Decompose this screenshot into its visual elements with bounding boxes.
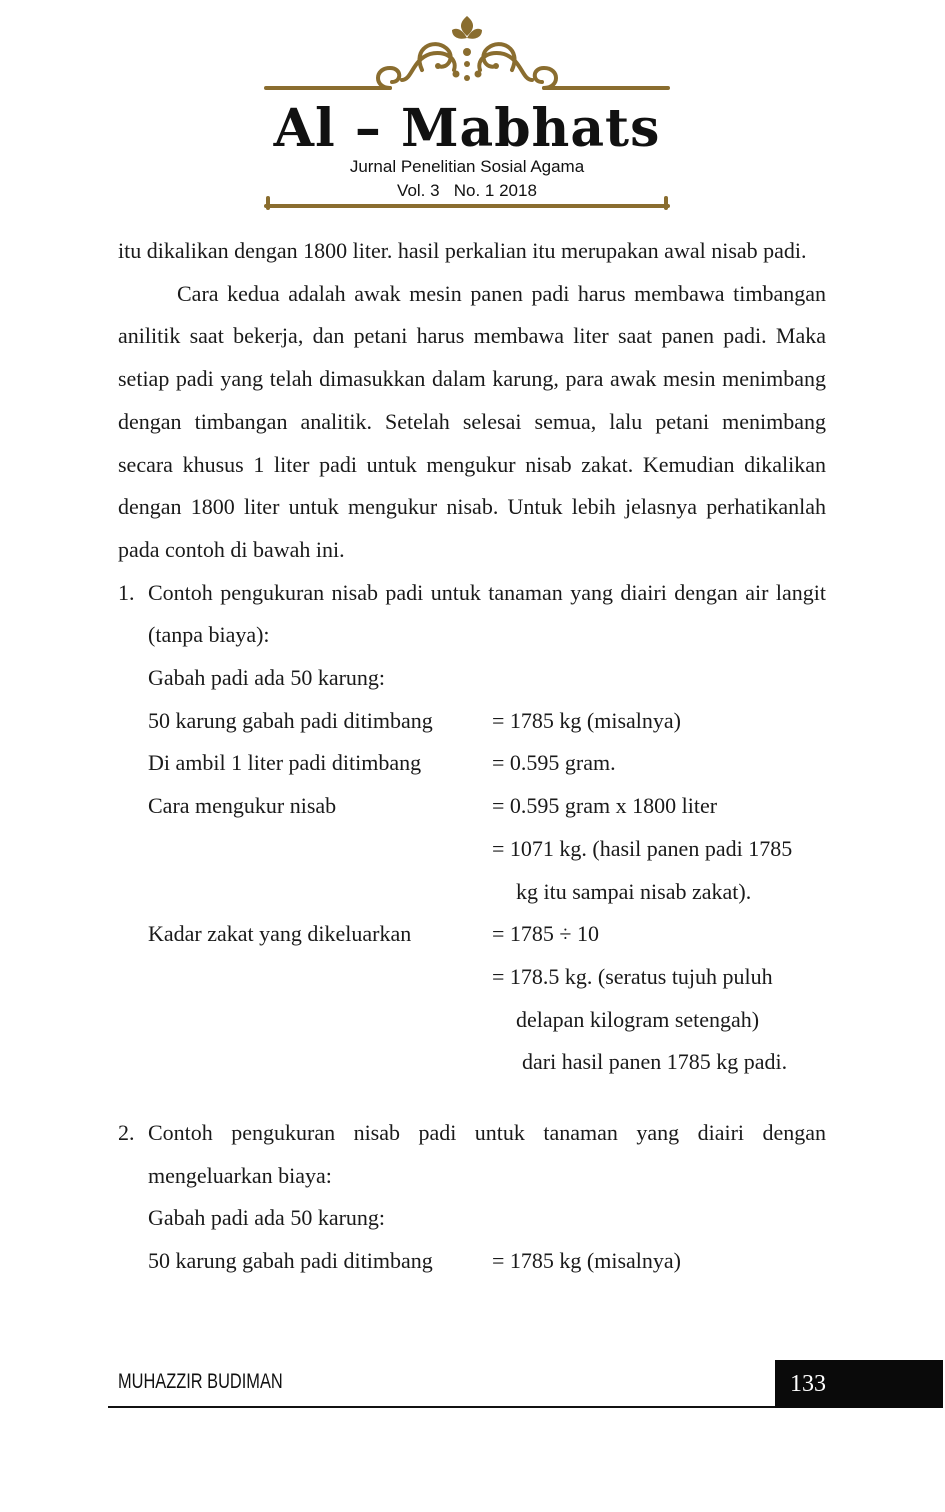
list-number: 2.	[118, 1120, 135, 1146]
calc-value: = 178.5 kg. (seratus tujuh puluh	[492, 963, 773, 989]
calc-continuation: dari hasil panen 1785 kg padi.	[522, 1049, 788, 1075]
calc-row	[148, 913, 826, 956]
calc-value: = 1785 kg (misalnya)	[492, 1248, 681, 1274]
list-heading: Contoh pengukuran nisab padi untuk tanaman yang diairi dengan mengeluarkan biaya:	[148, 1120, 826, 1188]
calc-value: = 0.595 gram.	[492, 750, 616, 776]
calc-value: = 1071 kg. (hasil panen padi 1785	[492, 835, 793, 861]
calc-table-1b	[118, 913, 826, 998]
journal-title: Al – Mabhats	[273, 98, 661, 159]
footer-author: MUHAZZIR BUDIMAN	[118, 1370, 283, 1393]
list-number: 1.	[118, 579, 135, 605]
calc-label: Kadar zakat yang dikeluarkan	[148, 921, 412, 947]
list-intro: Gabah padi ada 50 karung:	[148, 665, 386, 691]
calc-row	[148, 785, 826, 828]
journal-volume: Vol. 3 No. 1 2018	[397, 181, 537, 200]
article-body	[118, 230, 826, 1283]
calc-label: 50 karung gabah padi ditimbang	[148, 707, 433, 733]
footer-divider	[108, 1406, 775, 1408]
paragraph-1: itu dikalikan dengan 1800 liter. hasil perkalian itu merupakan awal nisab padi.	[118, 238, 807, 263]
journal-header	[262, 8, 672, 218]
calc-table-1	[118, 700, 826, 871]
page-number-box	[775, 1360, 943, 1408]
list-intro: Gabah padi ada 50 karung:	[148, 1205, 386, 1231]
calc-row	[148, 1240, 826, 1283]
calc-row	[148, 700, 826, 743]
calc-row	[148, 828, 826, 871]
calc-label: 50 karung gabah padi ditimbang	[148, 1248, 433, 1274]
calc-label: Cara mengukur nisab	[148, 793, 337, 819]
calc-value: = 0.595 gram x 1800 liter	[492, 793, 718, 819]
calc-continuation: kg itu sampai nisab zakat).	[516, 878, 752, 904]
calc-label	[148, 956, 492, 999]
page-number: 133	[790, 1371, 826, 1397]
calc-value: = 1785 kg (misalnya)	[492, 707, 681, 733]
paragraph-2: Cara kedua adalah awak mesin panen padi harus membawa timbangan anilitik saat bekerja, dan petani harus membawa liter saat panen padi. Maka setiap padi yang telah dimasukkan dalam karung, para awak mesin menimbang dengan timbangan analitik. Setelah selesai semua, lalu petani menimbang secara khusus 1 liter padi untuk mengukur nisab zakat. Kemudian dikalikan dengan 1800 liter untuk mengukur nisab. Untuk lebih jelasnya perhatikanlah pada contoh di bawah ini.	[118, 280, 826, 562]
calc-label: Di ambil 1 liter padi ditimbang	[148, 750, 422, 776]
list-item-2	[118, 1112, 826, 1197]
list-item-1	[118, 572, 826, 657]
calc-row	[148, 956, 826, 999]
calc-value: = 1785 ÷ 10	[492, 921, 599, 947]
journal-subtitle: Jurnal Penelitian Sosial Agama	[349, 157, 585, 176]
calc-label	[148, 828, 492, 871]
calc-row	[148, 742, 826, 785]
calc-continuation: delapan kilogram setengah)	[516, 1006, 760, 1032]
list-heading: Contoh pengukuran nisab padi untuk tanaman yang diairi dengan air langit (tanpa biaya):	[148, 579, 826, 648]
calc-table-2	[118, 1240, 826, 1283]
